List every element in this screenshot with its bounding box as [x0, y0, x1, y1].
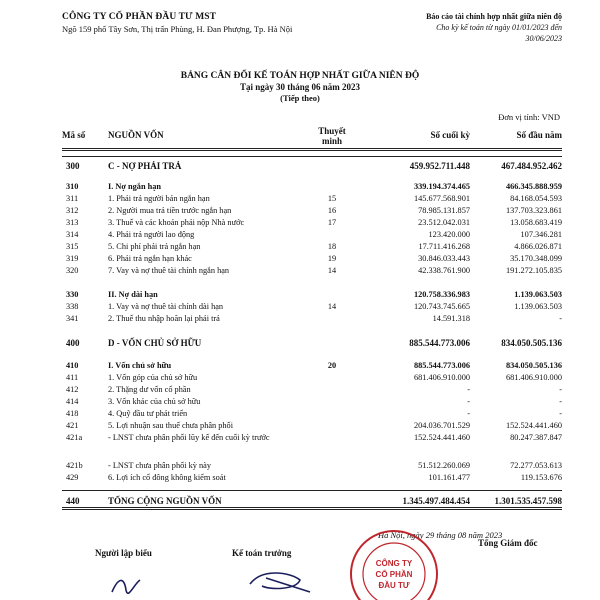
- row-begin-value: 35.170.348.099: [510, 254, 562, 263]
- row-code: 440: [66, 496, 80, 506]
- stamp-line2: CỔ PHẦN: [375, 570, 413, 579]
- row-name: 6. Lợi ích cổ đông không kiểm soát: [108, 473, 226, 482]
- row-end-value: 14.591.318: [432, 314, 470, 323]
- row-code: 421a: [66, 433, 83, 442]
- row-code: 319: [66, 254, 79, 263]
- company-address: Ngõ 159 phố Tây Sơn, Thị trấn Phùng, H. Đan Phượng, Tp. Hà Nội: [62, 24, 293, 34]
- row-end-value: -: [467, 385, 470, 394]
- row-name: 5. Chi phí phải trả ngắn hạn: [108, 242, 201, 251]
- stamp-line3: ĐẦU TƯ: [378, 581, 410, 590]
- row-end-value: 885.544.773.006: [409, 338, 470, 348]
- row-note: 14: [327, 302, 337, 311]
- row-code: 330: [66, 290, 79, 299]
- row-code: 310: [66, 182, 79, 191]
- row-name: 1. Vay và nợ thuê tài chính dài hạn: [108, 302, 224, 311]
- row-note: 16: [327, 206, 337, 215]
- row-name: II. Nợ dài hạn: [108, 290, 158, 299]
- report-date: Tại ngày 30 tháng 06 năm 2023: [239, 82, 361, 92]
- row-code: 412: [66, 385, 79, 394]
- row-name: 2. Người mua trả tiền trước ngắn hạn: [108, 206, 232, 215]
- row-begin-value: -: [559, 409, 562, 418]
- row-name: 3. Vốn khác của chủ sở hữu: [108, 397, 201, 406]
- row-code: 414: [66, 397, 79, 406]
- row-code: 300: [66, 161, 80, 171]
- row-code: 410: [66, 361, 79, 370]
- row-name: I. Nợ ngắn hạn: [108, 182, 162, 191]
- row-begin-value: 119.153.676: [520, 473, 562, 482]
- row-begin-value: -: [559, 385, 562, 394]
- row-end-value: 30.846.033.443: [418, 254, 470, 263]
- row-end-value: 339.194.374.465: [413, 182, 470, 191]
- row-note: 20: [327, 361, 337, 370]
- row-name: - LNST chưa phân phối lũy kế đến cuối kỳ trước: [108, 433, 270, 442]
- row-end-value: 42.338.761.900: [418, 266, 470, 275]
- row-end-value: 51.512.260.069: [418, 461, 470, 470]
- report-period-line2: 30/06/2023: [525, 34, 562, 43]
- row-code: 418: [66, 409, 79, 418]
- row-code: 429: [66, 473, 79, 482]
- row-name: TỔNG CỘNG NGUỒN VỐN: [108, 496, 222, 506]
- row-end-value: 152.524.441.460: [413, 433, 470, 442]
- row-begin-value: -: [559, 397, 562, 406]
- accountant-signature: [250, 573, 310, 592]
- row-begin-value: 80.247.387.847: [510, 433, 562, 442]
- row-end-value: 101.161.477: [428, 473, 470, 482]
- row-end-value: -: [467, 409, 470, 418]
- row-begin-value: 13.058.683.419: [510, 218, 562, 227]
- row-end-value: 23.512.042.031: [418, 218, 470, 227]
- row-code: 338: [66, 302, 79, 311]
- row-begin-value: 467.484.952.462: [501, 161, 562, 171]
- row-begin-value: 4.866.026.871: [514, 242, 562, 251]
- row-end-value: 17.711.416.268: [418, 242, 470, 251]
- row-begin-value: 137.703.323.861: [505, 206, 562, 215]
- row-name: - LNST chưa phân phối kỳ này: [108, 461, 211, 470]
- company-name: CÔNG TY CỔ PHẦN ĐẦU TƯ MST: [62, 12, 217, 22]
- column-header-note-line1: Thuyết: [318, 126, 346, 136]
- currency-unit: Đơn vị tính: VND: [498, 112, 560, 122]
- row-end-value: 204.036.701.529: [413, 421, 470, 430]
- row-begin-value: 466.345.888.959: [505, 182, 562, 191]
- row-code: 421b: [66, 461, 83, 470]
- director-label: Tổng Giám đốc: [478, 538, 538, 548]
- preparer-label: Người lập biểu: [95, 548, 152, 558]
- row-end-value: 885.544.773.006: [413, 361, 470, 370]
- preparer-signature: [112, 580, 140, 593]
- row-end-value: 459.952.711.448: [409, 161, 470, 171]
- stamp-line1: CÔNG TY: [375, 559, 413, 568]
- row-code: 314: [66, 230, 79, 239]
- row-begin-value: 84.168.054.593: [510, 194, 562, 203]
- row-end-value: -: [467, 397, 470, 406]
- page-title: BẢNG CÂN ĐỐI KẾ TOÁN HỢP NHẤT GIỮA NIÊN ĐỘ: [180, 71, 420, 81]
- column-header-note-line2: minh: [321, 136, 342, 146]
- continued-label: (Tiếp theo): [280, 93, 320, 103]
- row-begin-value: 1.139.063.503: [514, 290, 562, 299]
- row-begin-value: 1.301.535.457.598: [494, 496, 562, 506]
- row-begin-value: 834.050.505.136: [501, 338, 562, 348]
- row-name: 7. Vay và nợ thuê tài chính ngắn hạn: [108, 266, 230, 275]
- row-begin-value: 834.050.505.136: [505, 361, 562, 370]
- row-begin-value: 107.346.281: [520, 230, 562, 239]
- row-begin-value: 1.139.063.503: [514, 302, 562, 311]
- row-code: 400: [66, 338, 80, 348]
- row-begin-value: 72.277.053.613: [510, 461, 562, 470]
- row-code: 313: [66, 218, 79, 227]
- row-code: 341: [66, 314, 79, 323]
- row-note: 18: [327, 242, 337, 251]
- company-stamp: [348, 528, 440, 600]
- row-end-value: 681.406.910.000: [413, 373, 470, 382]
- row-begin-value: 191.272.105.835: [505, 266, 562, 275]
- row-name: I. Vốn chủ sở hữu: [108, 361, 172, 370]
- row-code: 311: [66, 194, 79, 203]
- row-code: 312: [66, 206, 79, 215]
- report-period-line1: Cho kỳ kế toán từ ngày 01/01/2023 đến: [436, 23, 562, 32]
- row-begin-value: -: [559, 314, 562, 323]
- row-name: 3. Thuế và các khoản phải nộp Nhà nước: [108, 218, 245, 227]
- row-end-value: 120.743.745.665: [413, 302, 470, 311]
- column-header-end: Số cuối kỳ: [430, 130, 470, 140]
- row-code: 315: [66, 242, 79, 251]
- row-note: 17: [327, 218, 337, 227]
- row-name: C - NỢ PHẢI TRẢ: [108, 161, 182, 171]
- row-begin-value: 681.406.910.000: [505, 373, 562, 382]
- row-name: 2. Thuế thu nhập hoãn lại phải trả: [108, 314, 220, 323]
- row-name: 1. Phải trả người bán ngắn hạn: [108, 194, 210, 203]
- row-code: 421: [66, 421, 79, 430]
- row-name: 4. Phải trả người lao động: [108, 230, 195, 239]
- column-header-source: NGUỒN VỐN: [108, 130, 164, 140]
- row-begin-value: 152.524.441.460: [505, 421, 562, 430]
- row-note: 19: [327, 254, 337, 263]
- row-name: 4. Quỹ đầu tư phát triển: [108, 409, 188, 418]
- row-name: 5. Lợi nhuận sau thuế chưa phân phối: [108, 421, 234, 430]
- row-end-value: 1.345.497.484.454: [402, 496, 470, 506]
- row-end-value: 120.758.336.983: [413, 290, 470, 299]
- row-note: 15: [327, 194, 337, 203]
- row-end-value: 145.677.568.901: [413, 194, 470, 203]
- row-end-value: 78.985.131.857: [418, 206, 470, 215]
- row-note: 14: [327, 266, 337, 275]
- row-name: 1. Vốn góp của chủ sở hữu: [108, 373, 198, 382]
- row-code: 320: [66, 266, 79, 275]
- column-header-begin: Số đầu năm: [516, 130, 562, 140]
- place-date: Hà Nội, ngày 29 tháng 08 năm 2023: [378, 530, 503, 540]
- row-name: D - VỐN CHỦ SỞ HỮU: [108, 338, 202, 348]
- chief-accountant-label: Kế toán trưởng: [232, 548, 292, 558]
- column-header-code: Mã số: [62, 130, 86, 140]
- report-type: Báo cáo tài chính hợp nhất giữa niên độ: [426, 12, 562, 21]
- row-code: 411: [66, 373, 79, 382]
- row-name: 2. Thặng dư vốn cổ phần: [108, 385, 191, 394]
- row-end-value: 123.420.000: [428, 230, 470, 239]
- row-name: 6. Phải trả ngắn hạn khác: [108, 254, 192, 263]
